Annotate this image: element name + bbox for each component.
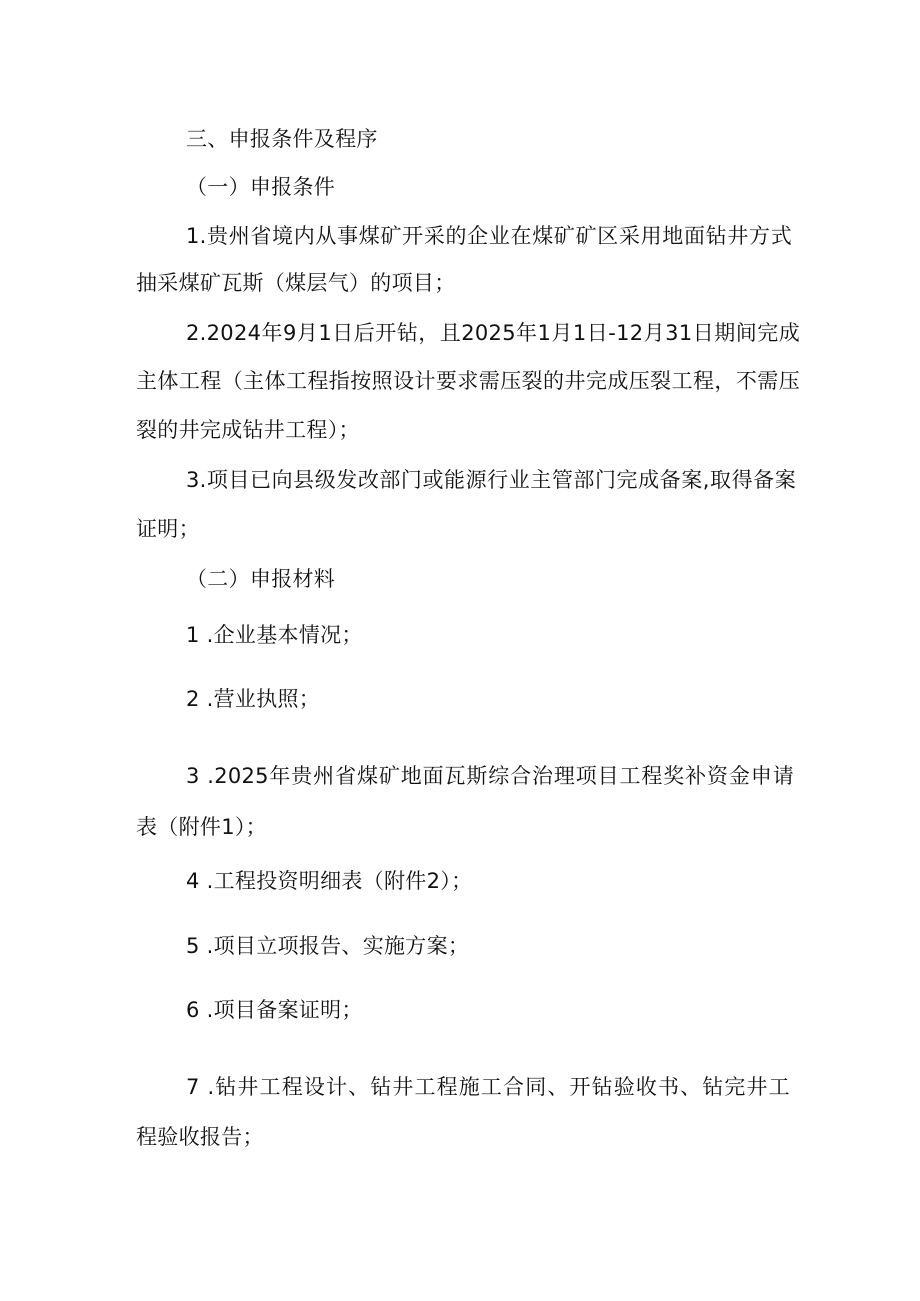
material-6: 6 .项目备案证明； bbox=[186, 998, 363, 1022]
condition-1-line-2: 抽采煤矿瓦斯（煤层气）的项目； bbox=[136, 271, 456, 295]
material-3-line-1: 3 .2025年贵州省煤矿地面瓦斯综合治理项目工程奖补资金申请 bbox=[186, 764, 794, 788]
subsection-heading-materials: （二）申报材料 bbox=[186, 567, 336, 591]
section-heading: 三、申报条件及程序 bbox=[186, 127, 378, 151]
subsection-heading-conditions: （一）申报条件 bbox=[186, 175, 336, 199]
material-3-line-2: 表（附件1）； bbox=[136, 815, 267, 839]
material-2: 2 .营业执照； bbox=[186, 687, 321, 711]
material-7-line-2: 程验收报告； bbox=[136, 1125, 264, 1149]
condition-3-line-2: 证明； bbox=[136, 517, 200, 541]
condition-2-line-3: 裂的井完成钻井工程）； bbox=[136, 418, 360, 442]
material-4: 4 .工程投资明细表（附件2）； bbox=[186, 869, 473, 893]
condition-1-line-1: 1.贵州省境内从事煤矿开采的企业在煤矿矿区采用地面钻井方式 bbox=[186, 224, 792, 248]
condition-2-line-2: 主体工程（主体工程指按照设计要求需压裂的井完成压裂工程，不需压 bbox=[136, 369, 800, 393]
material-7-line-1: 7 .钻井工程设计、钻井工程施工合同、开钻验收书、钻完井工 bbox=[186, 1075, 790, 1099]
condition-3-line-1: 3.项目已向县级发改部门或能源行业主管部门完成备案,取得备案 bbox=[186, 468, 796, 492]
material-1: 1 .企业基本情况； bbox=[186, 623, 363, 647]
material-5: 5 .项目立项报告、实施方案； bbox=[186, 934, 470, 958]
condition-2-line-1: 2.2024年9月1日后开钻，且2025年1月1日-12月31日期间完成 bbox=[186, 321, 800, 345]
